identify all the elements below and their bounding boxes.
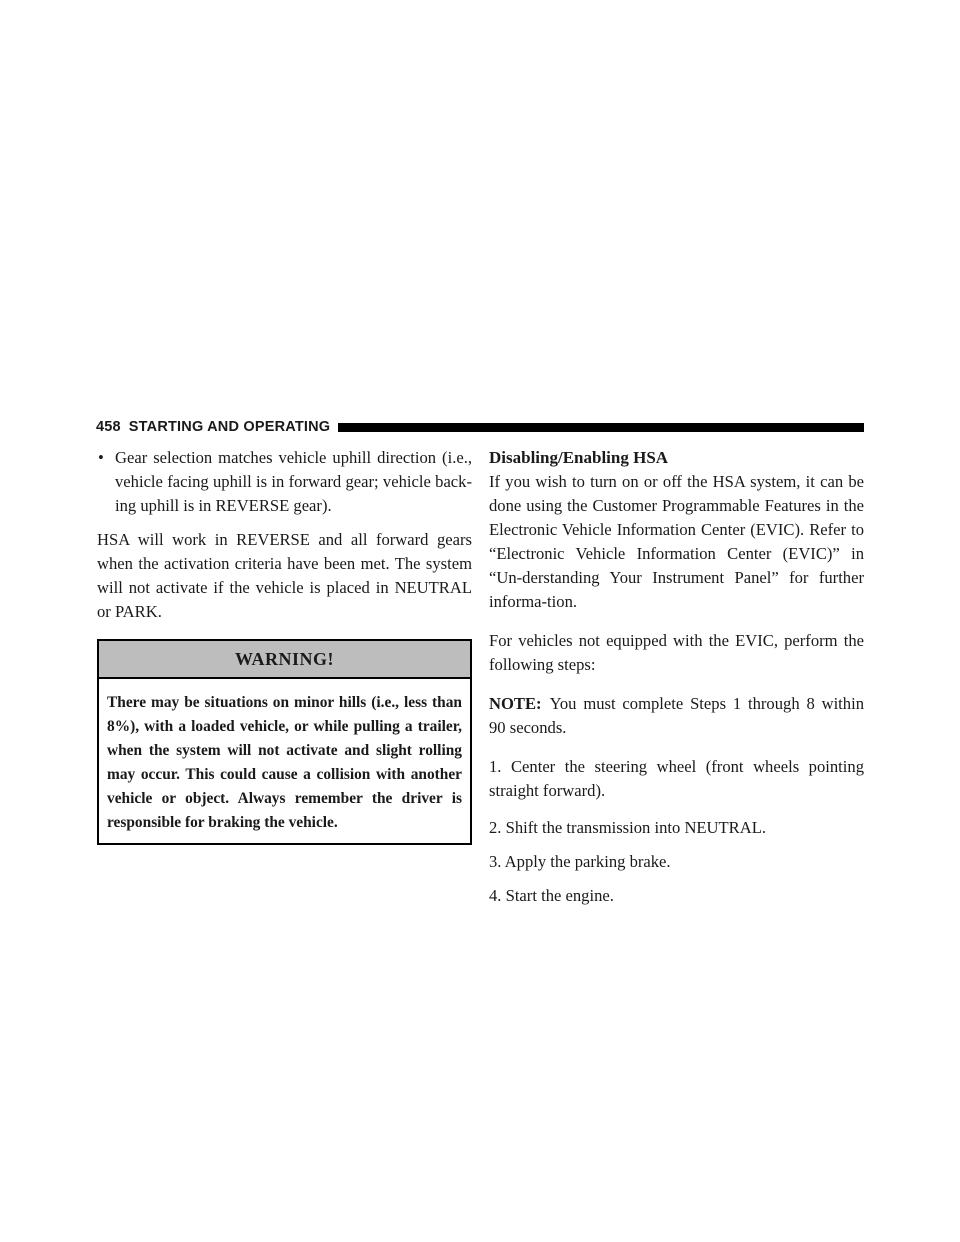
bullet-item <box>97 446 472 518</box>
bullet-text: Gear selection matches vehicle uphill direction (i.e., vehicle facing uphill is in forward gear; vehicle back-ing uphill is in REVERSE gear). <box>115 448 472 515</box>
note-label: NOTE: <box>489 694 542 713</box>
intro-paragraph: If you wish to turn on or off the HSA system, it can be done using the Customer Programmable Features in the Electronic Vehicle Information Center (EVIC). Refer to “Electronic Vehicle Information Center (EVIC)” in “Un-derstanding Your Instrument Panel” for further informa-tion. <box>489 472 864 611</box>
steps-intro-paragraph: For vehicles not equipped with the EVIC, perform the following steps: <box>489 631 864 674</box>
left-column <box>97 446 472 845</box>
step-item: 4. Start the engine. <box>489 886 614 905</box>
section-title: STARTING AND OPERATING <box>128 419 331 435</box>
warning-box <box>97 639 472 845</box>
step-item: 2. Shift the transmission into NEUTRAL. <box>489 818 767 837</box>
header-rule <box>338 423 864 432</box>
step-item: 1. Center the steering wheel (front wheels pointing straight forward). <box>489 757 864 800</box>
right-column <box>489 446 864 918</box>
page-number: 458 <box>96 419 121 435</box>
note-text: You must complete Steps 1 through 8 within 90 seconds. <box>489 694 864 737</box>
page-header <box>96 417 864 437</box>
bullet-icon: • <box>98 448 104 467</box>
warning-title: WARNING! <box>99 641 470 679</box>
hsa-paragraph: HSA will work in REVERSE and all forward gears when the activation criteria have been met. The system will not activate if the vehicle is placed in NEUTRAL or PARK. <box>97 530 472 621</box>
note-paragraph <box>489 692 864 740</box>
warning-body: There may be situations on minor hills (i.e., less than 8%), with a loaded vehicle, or while pulling a trailer, when the system will not activate and slight rolling may occur. This could cause a collision with another vehicle or object. Always remember the driver is responsible for braking the vehicle. <box>107 694 462 831</box>
step-item: 3. Apply the parking brake. <box>489 852 671 871</box>
section-heading: Disabling/Enabling HSA <box>489 448 669 467</box>
